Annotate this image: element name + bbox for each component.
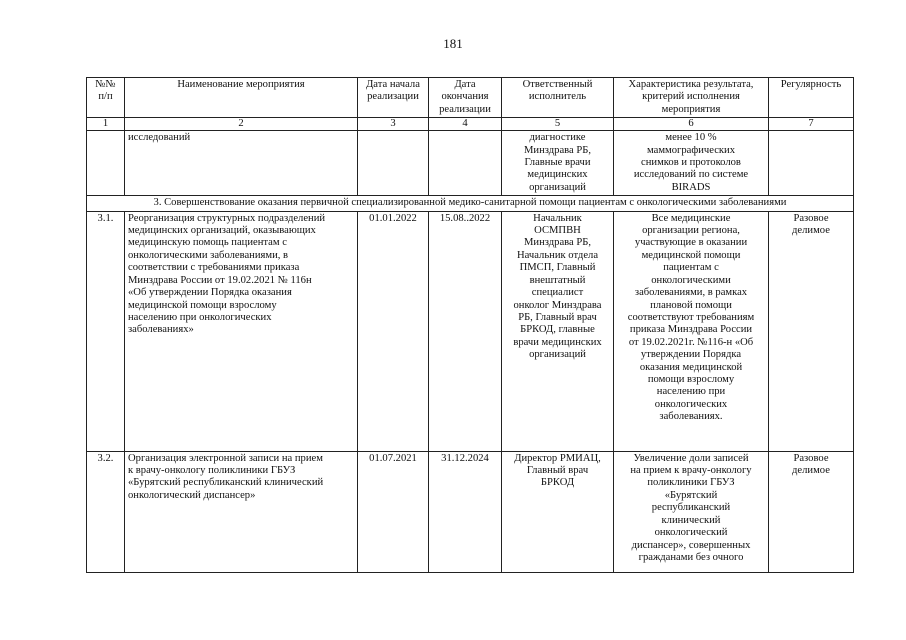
- cell-text-line: онкологическими заболеваниями, в: [128, 249, 289, 261]
- column-number: 4: [429, 118, 502, 131]
- column-number: 5: [502, 118, 614, 131]
- cell-text-line: онколог Минздрава: [513, 299, 602, 311]
- cell-num: 3.2.: [87, 451, 125, 572]
- cell-text-line: менее 10 %: [665, 132, 717, 144]
- cell-end: [429, 131, 502, 196]
- cell-text-line: Главный врач: [526, 465, 589, 477]
- cell-text-line: Минздрава РБ,: [524, 144, 591, 156]
- cell-text-line: соответствии с требованиями приказа: [128, 262, 300, 274]
- cell-name: [125, 211, 358, 451]
- cell-text-line: клинический: [661, 514, 721, 526]
- cell-text-line: на прием к врачу-онкологу: [630, 465, 752, 477]
- cell-text-line: диагностике: [529, 132, 586, 144]
- cell-text-line: заболеваниях.: [659, 411, 723, 423]
- cell-text-line: участвующие в оказании: [634, 237, 748, 249]
- table-row: [87, 451, 854, 572]
- cell-text-line: ОСМПВН: [534, 225, 581, 237]
- cell-text-line: Увеличение доли записей: [633, 452, 749, 464]
- cell-responsible: [502, 451, 614, 572]
- cell-text-line: делимое: [792, 465, 830, 477]
- cell-text-line: исследований по системе: [633, 169, 749, 181]
- table-row: [87, 211, 854, 451]
- cell-end: 31.12.2024: [429, 451, 502, 572]
- cell-text-line: онкологическими: [651, 274, 731, 286]
- cell-text-line: онкологический: [654, 527, 728, 539]
- column-number: 2: [125, 118, 358, 131]
- activities-table: [86, 77, 854, 573]
- cell-start: 01.01.2022: [358, 211, 429, 451]
- cell-name: исследований: [125, 131, 358, 196]
- cell-text-line: медицинскую помощь пациентам с: [128, 237, 287, 249]
- cell-text-line: медицинской помощи взрослому: [128, 299, 277, 311]
- cell-text-line: онкологический диспансер»: [128, 489, 256, 501]
- cell-text-line: Реорганизация структурных подразделений: [128, 212, 326, 224]
- cell-text-line: Начальник: [533, 212, 582, 224]
- cell-responsible: [502, 131, 614, 196]
- cell-text-line: «Бурятский республиканский клинический: [128, 477, 324, 489]
- cell-result: [614, 451, 769, 572]
- cell-text-line: РБ, Главный врач: [518, 311, 597, 323]
- header-responsible: Ответственный исполнитель: [502, 78, 614, 118]
- cell-text-line: соответствуют требованиям: [627, 311, 755, 323]
- cell-text-line: заболеваниях»: [128, 324, 194, 336]
- cell-text-line: медицинской помощи: [641, 249, 741, 261]
- cell-text-line: БРКОД: [540, 477, 575, 489]
- cell-text-line: маммографических: [646, 144, 736, 156]
- continuation-row: [87, 131, 854, 196]
- cell-num: [87, 131, 125, 196]
- cell-text-line: Главные врачи: [524, 157, 591, 169]
- cell-text-line: Директор РМИАЦ,: [514, 452, 601, 464]
- cell-text-line: БРКОД, главные: [520, 324, 595, 336]
- cell-text-line: населению при онкологических: [128, 311, 272, 323]
- cell-text-line: специалист: [531, 287, 584, 299]
- cell-text-line: к врачу-онкологу поликлиники ГБУЗ: [128, 465, 296, 477]
- cell-regularity: [769, 131, 854, 196]
- cell-text-line: снимков и протоколов: [641, 157, 741, 169]
- header-end-date: Дата окончания реализации: [429, 78, 502, 118]
- cell-text-line: организаций: [529, 349, 586, 361]
- header-start-date: Дата начала реализации: [358, 78, 429, 118]
- cell-regularity: [769, 211, 854, 451]
- cell-text-line: республиканский: [651, 502, 731, 514]
- cell-text-line: утверждении Порядка: [640, 349, 742, 361]
- cell-text-line: внештатный: [529, 274, 586, 286]
- cell-text-line: Разовое: [793, 212, 829, 224]
- cell-result: [614, 131, 769, 196]
- cell-text-line: «Бурятский: [664, 489, 718, 501]
- cell-text-line: поликлиники ГБУЗ: [647, 477, 735, 489]
- cell-text-line: «Об утверждении Порядка оказания: [128, 287, 292, 299]
- cell-regularity: [769, 451, 854, 572]
- cell-text-line: помощи взрослому: [647, 373, 735, 385]
- cell-text-line: пациентам с: [663, 262, 719, 274]
- cell-text-line: Разовое: [793, 452, 829, 464]
- cell-text-line: от 19.02.2021г. №116-н «Об: [628, 336, 754, 348]
- cell-num: 3.1.: [87, 211, 125, 451]
- header-regularity: Регулярность: [769, 78, 854, 118]
- cell-text-line: приказа Минздрава России: [629, 324, 753, 336]
- page-number: 181: [443, 36, 463, 51]
- cell-text-line: плановой помощи: [650, 299, 732, 311]
- cell-responsible: [502, 211, 614, 451]
- column-number: 3: [358, 118, 429, 131]
- cell-result: [614, 211, 769, 451]
- cell-name: [125, 451, 358, 572]
- cell-text-line: диспансер», совершенных: [631, 539, 751, 551]
- cell-text-line: Минздрава РБ,: [524, 237, 591, 249]
- cell-text-line: медицинских организаций, оказывающих: [128, 225, 316, 237]
- cell-text-line: делимое: [792, 225, 830, 237]
- cell-start: 01.07.2021: [358, 451, 429, 572]
- cell-text-line: организации региона,: [642, 225, 740, 237]
- header-name: Наименование мероприятия: [125, 78, 358, 118]
- cell-text-line: Организация электронной записи на прием: [128, 452, 323, 464]
- header-result: Характеристика результата, критерий исполнения мероприятия: [614, 78, 769, 118]
- section-title: 3. Совершенствование оказания первичной специализированной медико-санитарной помощи пациентам с онкологическими заболеваниями: [87, 196, 854, 211]
- column-number: 6: [614, 118, 769, 131]
- cell-text-line: Начальник отдела: [516, 249, 599, 261]
- cell-end: 15.08..2022: [429, 211, 502, 451]
- cell-text-line: гражданами без очного: [638, 551, 744, 563]
- cell-start: [358, 131, 429, 196]
- cell-text-line: ПМСП, Главный: [519, 262, 596, 274]
- cell-text-line: оказания медицинской: [639, 361, 743, 373]
- header-num: №№ п/п: [87, 78, 125, 118]
- column-number-row: [87, 118, 854, 131]
- cell-text-line: врачи медицинских: [513, 336, 602, 348]
- cell-text-line: организаций: [529, 181, 586, 193]
- column-number: 1: [87, 118, 125, 131]
- cell-text-line: медицинских: [527, 169, 588, 181]
- header-row: [87, 78, 854, 118]
- cell-text-line: Минздрава России от 19.02.2021 № 116н: [128, 274, 312, 286]
- cell-text-line: населению при: [656, 386, 726, 398]
- section-row: [87, 196, 854, 211]
- cell-text-line: онкологических: [654, 398, 728, 410]
- cell-text-line: Все медицинские: [651, 212, 731, 224]
- cell-text-line: заболеваниями, в рамках: [634, 287, 748, 299]
- column-number: 7: [769, 118, 854, 131]
- cell-text-line: BIRADS: [671, 181, 711, 193]
